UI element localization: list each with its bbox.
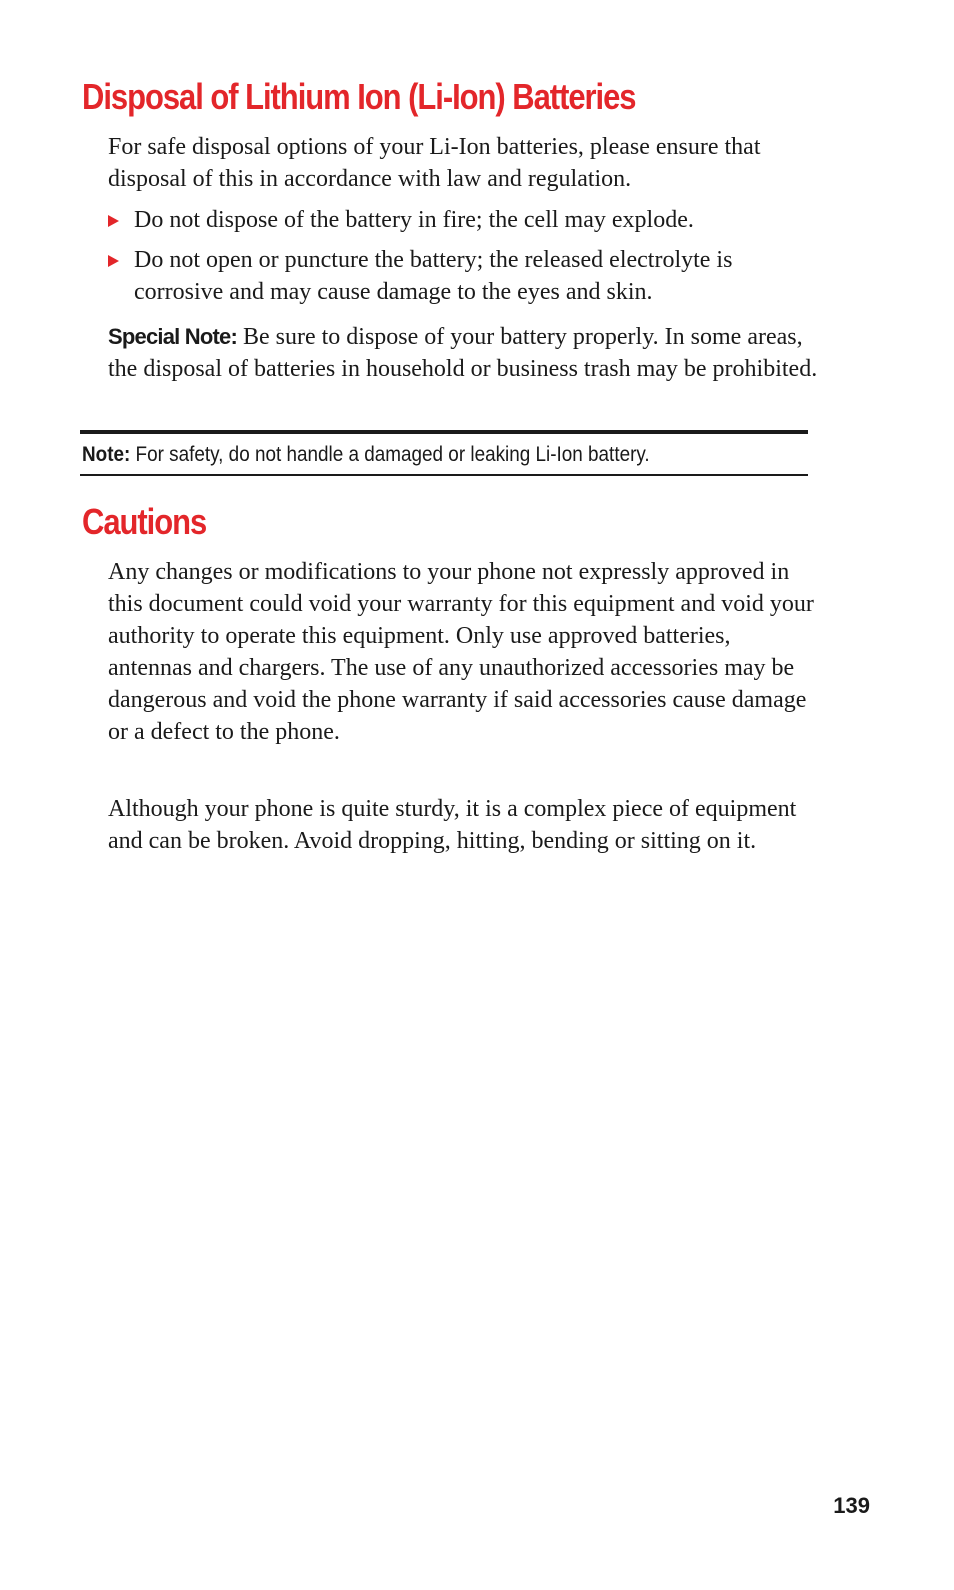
safety-note-box bbox=[80, 430, 808, 476]
note-label: Note: bbox=[82, 443, 131, 466]
bullet-item-puncture bbox=[108, 244, 820, 308]
special-note-text: Be sure to dispose of your battery properly. In some areas, the disposal of batteries in household or business trash may be prohibited. bbox=[108, 324, 818, 382]
bullet-text: Do not open or puncture the battery; the released electrolyte is corrosive and may cause damage to the eyes and skin. bbox=[134, 247, 733, 305]
section-title-cautions: Cautions bbox=[82, 501, 207, 542]
page-number: 139 bbox=[833, 1493, 870, 1518]
safety-note-line bbox=[82, 442, 650, 468]
disposal-bullet-list bbox=[108, 204, 820, 316]
special-note-paragraph bbox=[108, 321, 820, 385]
special-note-label: Special Note: bbox=[108, 324, 237, 349]
disposal-intro-paragraph: For safe disposal options of your Li-Ion batteries, please ensure that disposal of this in accordance with law and regulation. bbox=[108, 134, 761, 192]
cautions-paragraph-2: Although your phone is quite sturdy, it is a complex piece of equipment and can be broken. Avoid dropping, hitting, bending or sitting on it. bbox=[108, 796, 797, 854]
triangle-bullet-icon bbox=[108, 215, 119, 227]
cautions-paragraph-1: Any changes or modifications to your phone not expressly approved in this document could void your warranty for this equipment and void your authority to operate this equipment. Only use approved batteries, antennas and chargers. The use of any unauthorized accessories may be dangerous and void the phone warranty if said accessories cause damage or a defect to the phone. bbox=[108, 559, 814, 745]
section-title-disposal: Disposal of Lithium Ion (Li-Ion) Batteries bbox=[82, 76, 636, 117]
bullet-text: Do not dispose of the battery in fire; the cell may explode. bbox=[134, 207, 694, 233]
triangle-bullet-icon bbox=[108, 255, 119, 267]
bullet-item-fire bbox=[108, 204, 820, 236]
note-text: For safety, do not handle a damaged or leaking Li-Ion battery. bbox=[130, 443, 650, 466]
